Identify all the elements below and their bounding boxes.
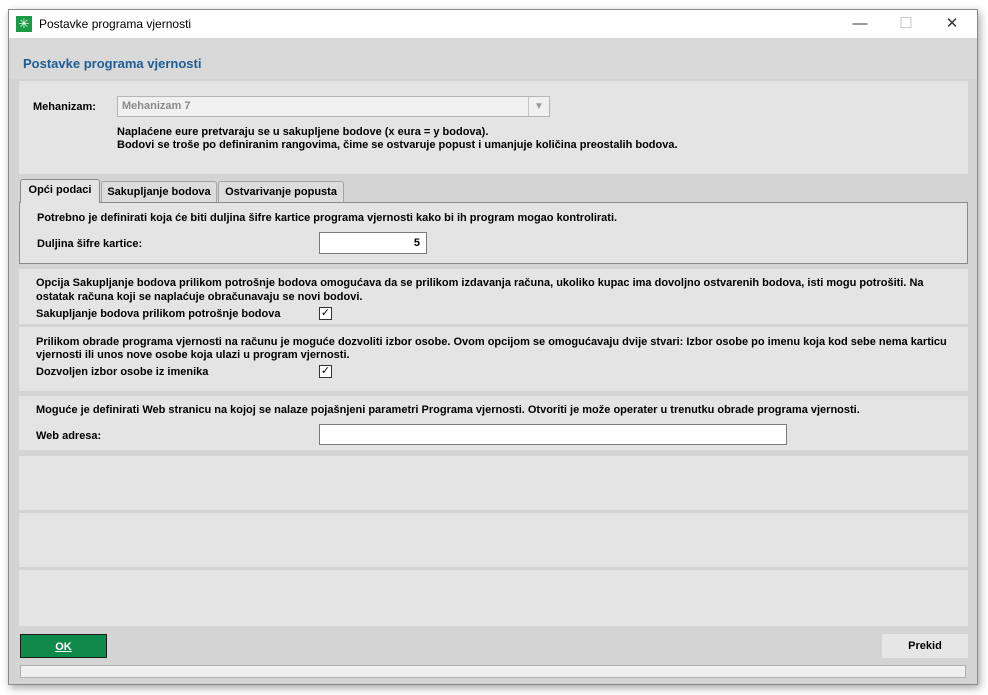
person-select-description-line1: Prilikom obrade programa vjernosti na računu je moguće dozvoliti izbor osobe. Ovom opcijom se omogućavaju dvije stvari: Izbor osobe po imenu koja kod sebe nema karticu [36,336,947,348]
spend-points-checkbox[interactable] [319,307,332,320]
tab-opci-podaci[interactable]: Opći podaci [20,179,100,203]
web-panel [19,396,968,450]
minimize-button[interactable]: — [852,15,868,32]
spend-points-description-line2: ostatak računa koji se naplaćuje obračunavaju se novi bodovi. [36,291,363,303]
mechanism-select[interactable] [117,96,550,117]
status-bar [20,665,966,678]
tab-content-general [19,202,968,264]
check-icon: ✓ [320,365,331,377]
person-select-panel [19,327,968,391]
tab-sakupljanje-bodova[interactable]: Sakupljanje bodova [101,181,217,203]
window-title: Postavke programa vjernosti [39,17,192,31]
chevron-down-icon[interactable]: ▼ [528,97,549,116]
web-address-label: Web adresa: [36,430,102,442]
dialog-window [8,9,978,685]
card-code-length-input[interactable]: 5 [319,232,427,254]
cancel-button[interactable]: Prekid [882,634,968,658]
web-description: Moguće je definirati Web stranicu na kojoj se nalaze pojašnjeni parametri Programa vjernosti. Otvoriti je može operater u trenutku obrade programa vjernosti. [36,404,860,416]
app-logo-icon: ✳ [16,16,32,32]
mechanism-label: Mehanizam: [33,101,96,113]
empty-panel [19,513,968,567]
dialog-title: Postavke programa vjernosti [23,56,202,71]
spend-points-label: Sakupljanje bodova prilikom potrošnje bodova [36,308,281,320]
check-icon: ✓ [320,307,331,319]
title-bar[interactable] [9,10,977,38]
mechanism-description-line2: Bodovi se troše po definiranim rangovima, čime se ostvaruje popust i umanjuje količina preostalih bodova. [117,139,678,151]
web-address-input[interactable] [319,424,787,445]
close-button[interactable]: ✕ [945,15,959,32]
spend-points-panel [19,269,968,324]
ok-button[interactable]: OK [20,634,107,658]
spend-points-description-line1: Opcija Sakupljanje bodova prilikom potrošnje bodova omogućava da se prilikom izdavanja računa, ukoliko kupac ima dovoljno ostvarenih bodova, isti mogu potrošiti. Na [36,277,924,289]
card-code-description: Potrebno je definirati koja će biti duljina šifre kartice programa vjernosti kako bi ih program mogao kontrolirati. [37,212,618,224]
mechanism-panel [19,81,968,174]
person-select-description-line2: vjernosti ili unos nove osobe koja ulazi u program vjernosti. [36,349,350,361]
empty-panel [19,456,968,510]
mechanism-description-line1: Naplaćene eure pretvaraju se u sakupljene bodove (x eura = y bodova). [117,126,489,138]
card-code-label: Duljina šifre kartice: [37,238,143,250]
person-select-label: Dozvoljen izbor osobe iz imenika [36,366,209,378]
person-select-checkbox[interactable] [319,365,332,378]
mechanism-select-value: Mehanizam 7 [122,100,191,112]
maximize-button: ☐ [899,15,913,32]
tab-ostvarivanje-popusta[interactable]: Ostvarivanje popusta [218,181,344,203]
empty-panel [19,570,968,626]
